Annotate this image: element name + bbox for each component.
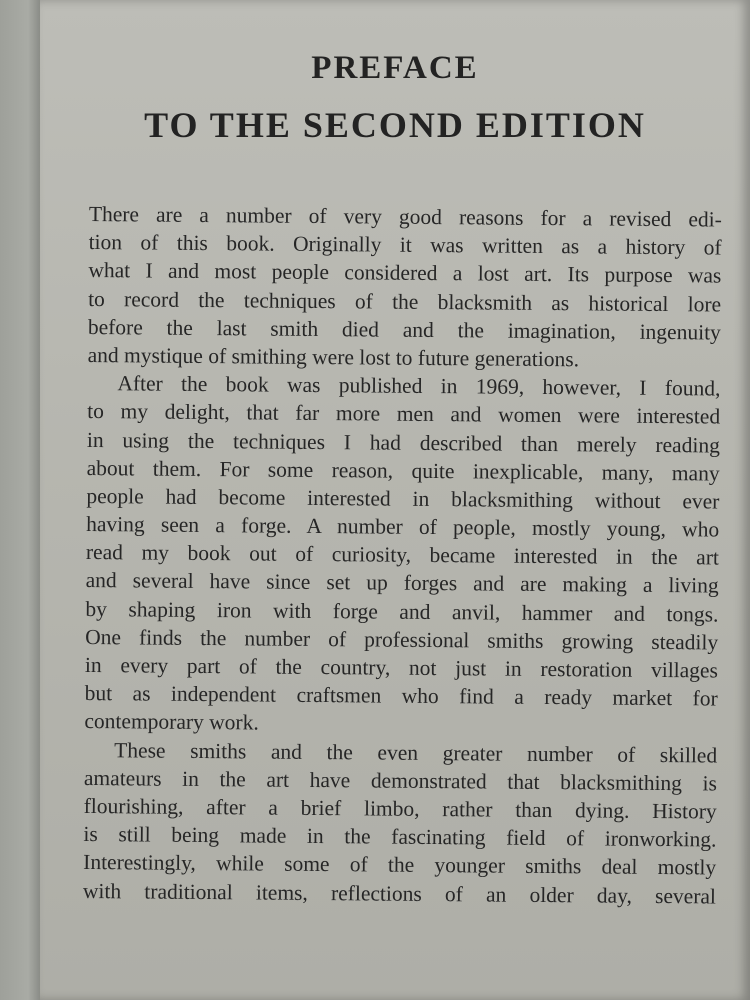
- paragraph-1-line-3: what I and most people considered a lost art. Its purpose was: [88, 258, 722, 288]
- paragraph-2-line-12: but as independent craftsmen who find a ready market for: [84, 681, 718, 711]
- paragraph-3-line-2: amateurs in the art have demonstrated that blacksmithing is: [83, 765, 718, 796]
- paragraph-2-line-1: After the book was published in 1969, however, I found,: [117, 371, 721, 401]
- paragraph-1-line-4: to record the techniques of the blacksmith as historical lore: [88, 286, 722, 317]
- page-title-preface: PREFACE: [311, 50, 479, 86]
- paragraph-2-line-3: in using the techniques I had described than merely reading: [86, 427, 720, 458]
- paragraph-1-line-1: There are a number of very good reasons for a revised edi-: [88, 201, 722, 232]
- paragraph-2-line-9: by shaping iron with forge and anvil, hammer and tongs.: [85, 596, 719, 627]
- paragraph-2-line-13: contemporary work.: [84, 709, 259, 735]
- paragraph-1-line-2: tion of this book. Originally it was written as a history of: [88, 230, 722, 260]
- book-page: [40, 0, 750, 1000]
- paragraph-3-line-1: These smiths and the even greater number of skilled: [114, 737, 718, 768]
- paragraph-3-line-3: flourishing, after a brief limbo, rather than dying. History: [83, 793, 717, 824]
- paragraph-2-line-6: having seen a forge. A number of people, mostly young, who: [86, 512, 720, 542]
- paragraph-2-line-8: and several have since set up forges and are making a living: [85, 568, 719, 598]
- paragraph-3-line-4: is still being made in the fascinating field of ironworking.: [83, 822, 717, 852]
- paragraph-1-line-5: before the last smith died and the imagination, ingenuity: [87, 314, 721, 345]
- paragraph-2-line-10: One finds the number of professional smiths growing steadily: [85, 624, 719, 655]
- paragraph-2-line-2: to my delight, that far more men and women were interested: [87, 399, 721, 429]
- paragraph-2-line-5: people had become interested in blacksmithing without ever: [86, 483, 720, 514]
- paragraph-1-line-6: and mystique of smithing were lost to future generations.: [87, 342, 580, 372]
- paragraph-2-line-11: in every part of the country, not just in restoration villages: [84, 652, 719, 683]
- page-subtitle-second-edition: TO THE SECOND EDITION: [144, 105, 646, 145]
- paragraph-2-line-7: read my book out of curiosity, became interested in the art: [85, 540, 720, 570]
- adjacent-page-edge: [0, 0, 40, 1000]
- body-text: [83, 200, 722, 910]
- paragraph-2-line-4: about them. For some reason, quite inexplicable, many, many: [86, 455, 720, 486]
- paragraph-3-line-5: Interestingly, while some of the younger smiths deal mostly: [83, 850, 717, 880]
- paragraph-3-line-6: with traditional items, reflections of an older day, several: [82, 878, 717, 908]
